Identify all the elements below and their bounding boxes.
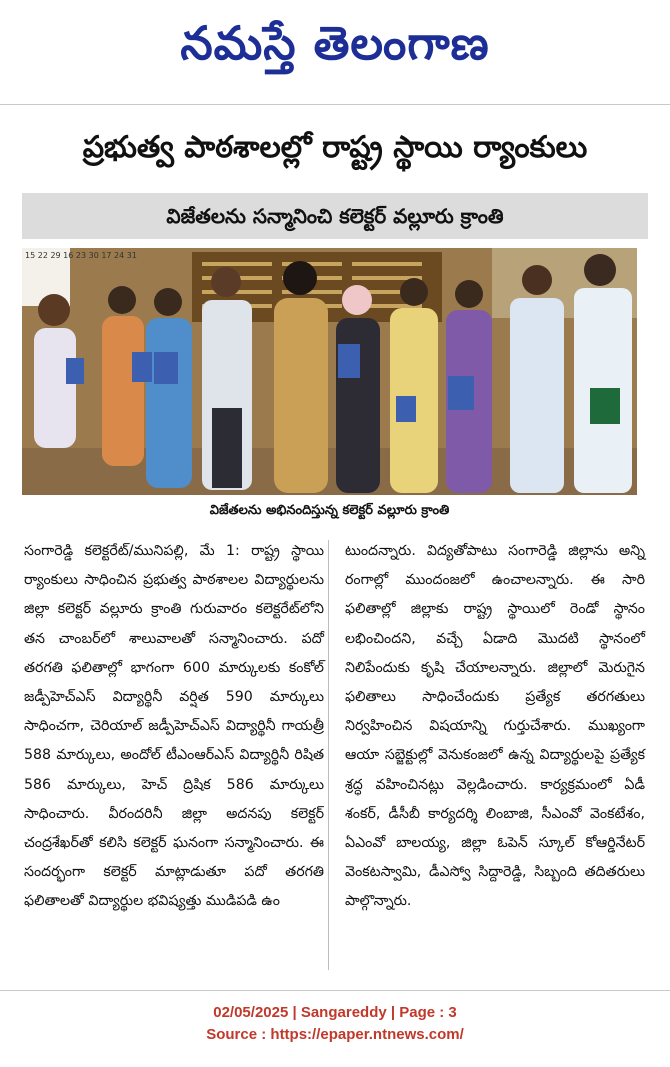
article-subheadline: విజేతలను సన్మానించి కలెక్టర్ వల్లూరు క్రాంతి [22, 193, 648, 239]
footer [0, 1002, 670, 1046]
article-photo [22, 248, 637, 495]
group-photo-illustration [22, 248, 637, 495]
footer-divider [0, 990, 670, 991]
footer-source-link[interactable]: Source : https://epaper.ntnews.com/ [206, 1026, 464, 1043]
masthead-divider [0, 104, 670, 105]
wall-calendar: 15 22 29 16 23 30 17 24 31 [25, 251, 137, 260]
newspaper-logo: నమస్తే తెలంగాణ [180, 16, 490, 70]
article-headline: ప్రభుత్వ పాఠశాలల్లో రాష్ట్ర స్థాయి ర్యాంకులు [82, 130, 588, 165]
article-body-right-column: టుందన్నారు. విద్యతోపాటు సంగారెడ్డి జిల్లాను అన్ని రంగాల్లో ముందంజలో ఉంచాలన్నారు. ఈ సారి ఫలితాల్లో జిల్లాకు రాష్ట్ర స్థాయిలో రెండో స్థానం లభించిందని, వచ్చే ఏడాది మొదటి స్థానంలో నిలిపేందుకు కృషి చేయాలన్నారు. జిల్లాలో మెరుగైన ఫలితాలు సాధించేందుకు ప్రత్యేక తరగతులు నిర్వహించిన విషయాన్ని గుర్తుచేశారు. ముఖ్యంగా ఆయా సబ్జెక్టుల్లో వెనుకంజలో ఉన్న విద్యార్థులపై ప్రత్యేక శ్రద్ధ వహించినట్లు వెల్లడించారు. కార్యక్రమంలో ఏడీ శంకర్, డీసీబీ కార్యదర్శి లింబాజి, సీఎంవో వెంకటేశం, ఏఎంవో బాలయ్య, జిల్లా ఓపెన్ స్కూల్ కోఆర్డినేటర్ వెంకటస్వామి, డీఎస్వో సిద్దారెడ్డి, సిబ్బంది తదితరులు పాల్గొన్నారు. [345, 543, 645, 910]
photo-caption: విజేతలను అభినందిస్తున్న కలెక్టర్ వల్లూరు క్రాంతి [209, 503, 450, 518]
footer-dateline: 02/05/2025 | Sangareddy | Page : 3 [213, 1004, 457, 1021]
column-divider [328, 540, 329, 970]
masthead [0, 0, 670, 86]
article-body-left-column: సంగారెడ్డి కలెక్టరేట్/మునిపల్లి, మే 1: రాష్ట్ర స్థాయి ర్యాంకులు సాధించిన ప్రభుత్వ పాఠశాలల విద్యార్థులను జిల్లా కలెక్టర్ వల్లూరు క్రాంతి గురువారం కలెక్టరేట్‌లోని తన చాంబర్‌లో శాలువాలతో సన్మానించారు. పదో తరగతి ఫలితాల్లో భాగంగా 600 మార్కులకు కంకోల్ జడ్పీహెచ్ఎస్ విద్యార్థినీ వర్షిత 590 మార్కులు సాధించగా, చెరియాల్ జడ్పీహెచ్ఎస్ విద్యార్థినీ గాయత్రీ 588 మార్కులు, అందోల్ టీఎంఆర్ఎస్ విద్యార్థినీ రిషిత 586 మార్కులు, హెచ్ ద్రిషిక 586 మార్కులు సాధించారు. వీరందరినీ జిల్లా అదనపు కలెక్టర్ చంద్రశేఖర్‌తో కలిసి కలెక్టర్ ఘనంగా సన్మానించారు. ఈ సందర్భంగా కలెక్టర్ మాట్లాడుతూ పదో తరగతి ఫలితాలతో విద్యార్థుల భవిష్యత్తు ముడిపడి ఉం [24, 543, 324, 910]
